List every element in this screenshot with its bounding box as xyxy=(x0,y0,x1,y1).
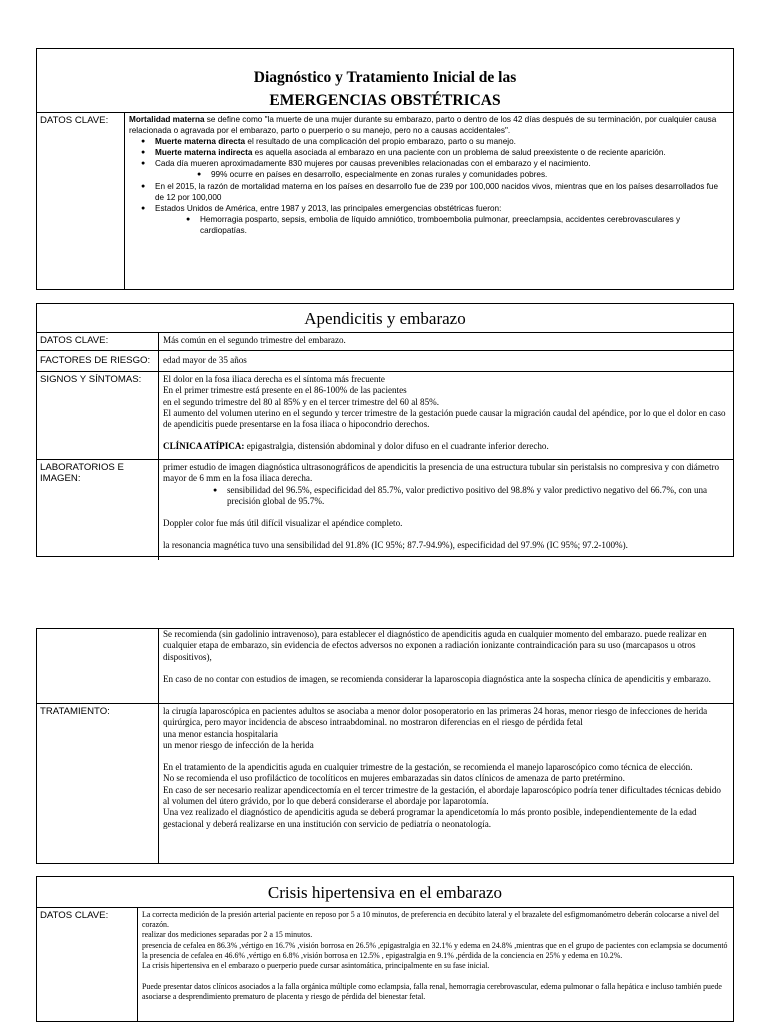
signos-sintomas-label: SIGNOS Y SÍNTOMAS: xyxy=(37,372,159,459)
title-line-1: Diagnóstico y Tratamiento Inicial de las xyxy=(253,69,517,86)
list-item: ● Estados Unidos de América, entre 1987 y 2013, las principales emergencias obstétricas fueron: ● Hemorragia posparto, sepsis, embolia de líquido amniótico, tromboembolia pulmonar, preeclampsia, accidentes cerebrovasculares y cardiopatías. xyxy=(155,203,729,236)
sub-list-item: ● 99% ocurre en países en desarrollo, especialmente en zonas rurales y comunidades pobres. xyxy=(211,169,729,180)
laboratorios-imagen-label: LABORATORIOS E IMAGEN: xyxy=(37,460,159,560)
imagen-continuation-content: Se recomienda (sin gadolinio intravenoso), para establecer el diagnóstico de apendicitis aguda en cualquier momento del embarazo. puede realizar en cualquier etapa de embarazo, sin evidencia de efectos adversos no exponen a radiación ionizante contraindicación para su uso (marcapasos u otros dispositivos), En caso de no contar con estudios de imagen, se recomienda considerar la laparoscopia diagnóstica ante la sospecha clínica de apendicitis y embarazo. xyxy=(163,629,711,684)
datos-clave-content: La correcta medición de la presión arterial paciente en reposo por 5 a 10 minutos, de preferencia en decúbito lateral y el brazalete del esfigmomanómetro deberán colocarse a nivel del corazón. realizar dos mediciones separadas por 2 a 15 minutos. presencia de cefalea en 86.3% ,vértigo en 16.7% ,visión borrosa en 26.5% ,epigastralgia en 32.1% y edema en 24.8% ,mientras que en el grupo de pacientes con eclampsia se documentó la presencia de cefalea en 46.6% ,vértigo en 6.8% ,visión borrosa en 12.5% , epigastralgia en 9.1% ,pérdida de la conciencia en 25% y edema en 10.2%. La crisis hipertensiva en el embarazo o puerperio puede cursar asintomática, principalmente en su fase inicial. Puede presentar datos clínicos asociados a la falla orgánica múltiple como eclampsia, falla renal, hemorragia cerebrovascular, edema pulmonar o falla hepática e incluso también puede asociarse a desprendimiento prematuro de placenta y riesgo de pérdida del bienestar fetal. xyxy=(142,910,728,1002)
mortalidad-def: se define como "la muerte de una mujer durante su embarazo, parto o dentro de los 42 días después de su terminación, por cualquier causa relacionada o agravada por el embarazo, parto o puerperio o su manejo, pero no a causas accidentales". xyxy=(129,115,717,136)
datos-clave-value: Más común en el segundo trimestre del embarazo. xyxy=(163,335,346,345)
apendicitis-title: Apendicitis y embarazo xyxy=(37,304,733,333)
list-item: ● sensibilidad del 96.5%, especificidad del 85.7%, valor predictivo positivo del 98.8% y valor predictivo negativo del 66.7%, con una precisión global de 95.7%. xyxy=(227,485,729,508)
mortalidad-term: Mortalidad materna xyxy=(129,115,205,124)
list-item: ● En el 2015, la razón de mortalidad materna en los países en desarrollo fue de 239 por 100,000 nacidos vivos, mientras que en los países desarrollados fue de 12 por 100,000 xyxy=(155,181,729,203)
apendicitis-table xyxy=(36,303,734,557)
apendicitis-continuation-table xyxy=(36,628,734,864)
list-item: ● Muerte materna indirecta es aquella asociada al embarazo en una paciente con un problema de salud preexistente o de reciente aparición. xyxy=(155,147,729,158)
title-line-2: EMERGENCIAS OBSTÉTRICAS xyxy=(269,92,501,109)
datos-clave-content xyxy=(125,113,733,289)
sub-list-item: ● Hemorragia posparto, sepsis, embolia de líquido amniótico, tromboembolia pulmonar, preeclampsia, accidentes cerebrovasculares y cardiopatías. xyxy=(200,214,729,236)
list-item: ● Cada día mueren aproximadamente 830 mujeres por causas prevenibles relacionadas con el embarazo y el nacimiento. ● 99% ocurre en países en desarrollo, especialmente en zonas rurales y comunidades pobres. xyxy=(155,158,729,180)
factores-riesgo-value: edad mayor de 35 años xyxy=(163,355,247,365)
tratamiento-label: TRATAMIENTO: xyxy=(37,704,159,864)
empty-label-cell xyxy=(37,629,159,703)
clinica-atipica-label: CLÍNICA ATÍPICA: xyxy=(163,441,245,452)
emergencias-table xyxy=(36,48,734,290)
laboratorios-imagen-content: primer estudio de imagen diagnóstica ultrasonográficos de apendicitis la presencia de una estructura tubular sin peristalsis no compresiva y con diámetro mayor de 6 mm en la fosa iliaca derecha. ● sensibilidad del 96.5%, especificidad del 85.7%, valor predictivo positivo del 98.8% y valor predictivo negativo del 66.7%, con una precisión global de 95.7%. Doppler color fue más útil difícil visualizar el apéndice completo. la resonancia magnética tuvo una sensibilidad del 91.8% (IC 95%; 87.7-94.9%), especificidad del 97.9% (IC 95%; 97.2-100%). xyxy=(159,460,733,560)
emergencias-title xyxy=(37,49,733,113)
datos-clave-label: DATOS CLAVE: xyxy=(37,333,159,350)
signos-sintomas-content: El dolor en la fosa iliaca derecha es el síntoma más frecuente En el primer trimestre está presente en el 86-100% de las pacientes en el segundo trimestre del 80 al 85% y en el tercer trimestre del 60 al 85%. El aumento del volumen uterino en el segundo y tercer trimestre de la gestación puede causar la migración caudal del apéndice, por lo que el dolor en caso de apendicitis puede presentarse en la fosa iliaca o hipocondrio derechos. CLÍNICA ATÍPICA: epigastralgia, distensión abdominal y dolor difuso en el cuadrante inferior derecho. xyxy=(163,374,726,452)
datos-clave-label: DATOS CLAVE: xyxy=(37,908,138,1021)
factores-riesgo-label: FACTORES DE RIESGO: xyxy=(37,351,159,371)
crisis-hipertensiva-title: Crisis hipertensiva en el embarazo xyxy=(37,877,733,908)
tratamiento-content: la cirugía laparoscópica en pacientes adultos se asociaba a menor dolor posoperatorio en las primeras 24 horas, menor riesgo de infecciones de herida quirúrgica, pero mayor incidencia de absceso intraabdominal. no mostraron diferencias en el riesgo de pérdida fetal una menor estancia hospitalaria un menor riesgo de infección de la herida En el tratamiento de la apendicitis aguda en cualquier trimestre de la gestación, se recomienda el manejo laparoscópico como técnica de elección. No se recomienda el uso profiláctico de tocolíticos en mujeres embarazadas sin datos clínicos de amenaza de parto pretérmino. En caso de ser necesario realizar apendicectomía en el tercer trimestre de la gestación, el abordaje laparoscópico podría tener dificultades técnicas debido al volumen del útero grávido, por lo que deberá considerarse el abordaje por laparotomía. Una vez realizado el diagnóstico de apendicitis aguda se deberá programar la apendicetomía lo más pronto posible, independientemente de la edad gestacional y deberá realizarse en una institución con servicio de pediatría o neonatología. xyxy=(163,706,721,829)
datos-clave-label: DATOS CLAVE: xyxy=(37,113,125,289)
crisis-hipertensiva-table xyxy=(36,876,734,1022)
list-item: ● Muerte materna directa el resultado de una complicación del propio embarazo, parto o su manejo. xyxy=(155,136,729,147)
